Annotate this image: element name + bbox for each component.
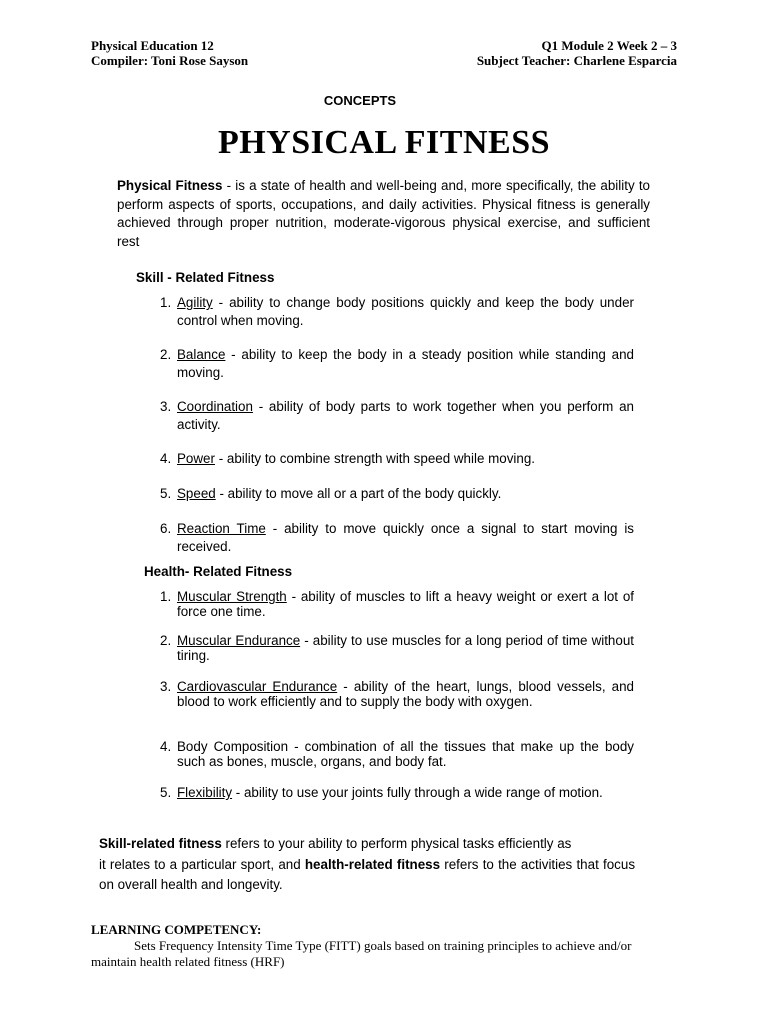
term-agility: Agility (177, 295, 213, 310)
learning-competency-heading: LEARNING COMPETENCY: (91, 922, 262, 937)
summary-continuation: it relates to a particular sport, and health-related fitness refers to the activities that focus on overall health and longevity. (99, 857, 636, 892)
health-related-heading: Health- Related Fitness (144, 564, 293, 579)
intro-paragraph (117, 177, 650, 251)
list-item: 2. Muscular Endurance - ability to use muscles for a long period of time without tiring. (160, 633, 634, 664)
list-item: 3. Cardiovascular Endurance - ability of the heart, lungs, blood vessels, and blood to work efficiently and to supply the body with oxygen. (160, 679, 634, 710)
list-item: 5. Speed - ability to move all or a part of the body quickly. (160, 486, 502, 501)
term-muscular-strength: Muscular Strength (177, 589, 287, 604)
subject-teacher: Subject Teacher: Charlene Esparcia (476, 53, 677, 68)
health-related-term: health-related fitness (304, 857, 441, 872)
document-header-left (91, 38, 248, 68)
document-header-right (477, 38, 677, 68)
list-item: 5. Flexibility - ability to use your joints fully through a wide range of motion. (160, 785, 603, 800)
term-body-composition: Body Composition (177, 739, 289, 754)
list-item: 4. Body Composition - combination of all the tissues that make up the body such as bones, muscle, organs, and body fat. (160, 739, 634, 770)
term-flexibility: Flexibility (177, 785, 233, 800)
list-item: 3. Coordination - ability of body parts to work together when you perform an activity. (160, 399, 634, 432)
term-power: Power (177, 451, 215, 466)
learning-competency-text: Sets Frequency Intensity Time Type (FITT) goals based on training principles to achieve and/or maintain health related fitness (HRF) (91, 938, 632, 969)
list-item: 2. Balance - ability to keep the body in a steady position while standing and moving. (160, 347, 634, 380)
term-coordination: Coordination (177, 399, 253, 414)
term-balance: Balance (177, 347, 226, 362)
skill-related-heading: Skill - Related Fitness (136, 270, 275, 285)
term-muscular-endurance: Muscular Endurance (177, 633, 301, 648)
section-label: CONCEPTS (323, 93, 397, 108)
term-cardiovascular-endurance: Cardiovascular Endurance (177, 679, 338, 694)
skill-related-term: Skill-related fitness (99, 836, 222, 851)
module-info: Q1 Module 2 Week 2 – 3 (541, 38, 677, 53)
page-title: PHYSICAL FITNESS (217, 124, 551, 161)
list-item: 4. Power - ability to combine strength with speed while moving. (160, 451, 536, 466)
list-item: 6. Reaction Time - ability to move quickly once a signal to start moving is received. (160, 521, 634, 554)
list-item: 1. Muscular Strength - ability of muscles to lift a heavy weight or exert a lot of force one time. (160, 589, 634, 620)
course-title: Physical Education 12 (91, 38, 214, 53)
term-speed: Speed (177, 486, 216, 501)
summary-paragraph: Skill-related fitness refers to your ability to perform physical tasks efficiently as (99, 836, 572, 851)
intro-text: - is a state of health and well-being and, more specifically, the ability to perform aspects of sports, occupations, and daily activities. Physical fitness is generally achieved through proper nutrition, moderate-vigorous physical exercise, and sufficient rest (117, 178, 650, 249)
compiler-name: Compiler: Toni Rose Sayson (91, 53, 249, 68)
term-reaction-time: Reaction Time (177, 521, 266, 536)
intro-term: Physical Fitness (117, 178, 223, 193)
list-item: 1. Agility - ability to change body positions quickly and keep the body under control when moving. (160, 295, 634, 328)
